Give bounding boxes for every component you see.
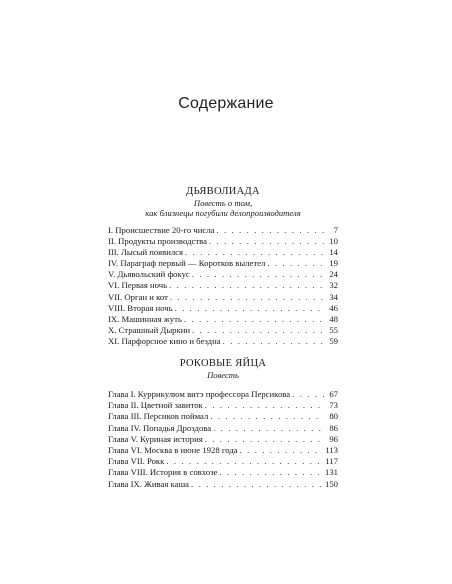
toc-entry-page: 150 [324, 478, 338, 489]
section-title: РОКОВЫЕ ЯЙЦА [179, 358, 267, 369]
toc-entry-label: Глава VIII. История в совхозе [108, 467, 218, 478]
toc-entry-label: II. Продукты производства [108, 236, 207, 247]
leader-dots [219, 467, 323, 478]
toc-entry-page: 19 [329, 258, 338, 269]
toc-entry-label: I. Происшествие 20-го числа [108, 225, 215, 235]
leader-dots [267, 258, 324, 269]
toc-entry-label: IX. Машинная жуть [108, 313, 182, 324]
leader-dots [205, 434, 324, 445]
toc-entry-page: 131 [324, 467, 338, 478]
toc-entry[interactable] [108, 336, 338, 347]
toc-entry-label: Глава III. Персиков поймал [108, 411, 209, 422]
leader-dots [166, 456, 323, 467]
toc-entry[interactable] [108, 389, 338, 400]
leader-dots [184, 314, 324, 325]
toc-entry[interactable] [108, 456, 338, 467]
toc-entry[interactable] [108, 434, 338, 445]
section-subtitle-line1: Повесть [207, 370, 239, 380]
section-subtitle-line1: Повесть о том, [193, 198, 253, 208]
toc-entry[interactable] [108, 325, 338, 336]
toc-entry-page: 96 [329, 433, 338, 444]
toc-entry-page: 32 [329, 280, 338, 291]
toc-entry-page: 113 [325, 444, 338, 455]
leader-dots [210, 411, 324, 422]
toc-entry[interactable] [108, 258, 338, 269]
toc-entry[interactable] [108, 269, 338, 280]
toc-entry-label: IV. Параграф первый — Коротков вылетел [108, 258, 266, 269]
toc-entry-label: Глава IV. Попадья Дроздова [108, 422, 212, 433]
leader-dots [223, 336, 324, 347]
leader-dots [185, 247, 324, 258]
leader-dots [292, 389, 324, 400]
toc-entry-page: 67 [329, 389, 338, 399]
toc-entry[interactable] [108, 280, 338, 291]
leader-dots [213, 423, 324, 434]
toc-entry-page: 14 [329, 247, 338, 258]
leader-dots [205, 400, 324, 411]
toc-entry-label: VIII. Вторая ночь [108, 302, 173, 313]
toc-section-rokovye-yaitsa [108, 358, 338, 490]
toc-entry[interactable] [108, 314, 338, 325]
toc-entry-page: 48 [329, 313, 338, 324]
toc-entry[interactable] [108, 445, 338, 456]
toc-entry-label: X. Страшный Дыркин [108, 324, 191, 335]
toc-entry-label: Глава IX. Живая каша [108, 478, 190, 489]
toc-entry-page: 117 [325, 456, 338, 467]
toc-entry-label: Глава V. Куриная история [108, 433, 203, 444]
toc-entry-label: Глава I. Куррикулюм витэ профессора Персикова [108, 389, 291, 399]
toc-entry-label: VII. Орган и кот [108, 291, 168, 302]
toc-entry-label: XI. Парфорсное кино и бездна [108, 335, 221, 346]
leader-dots [175, 303, 324, 314]
toc-entry[interactable] [108, 467, 338, 478]
leader-dots [209, 236, 324, 247]
leader-dots [192, 269, 324, 280]
toc-entry[interactable] [108, 236, 338, 247]
toc-entry-label: Глава VI. Москва в июне 1928 года [108, 444, 238, 455]
toc-entry-page: 34 [329, 291, 338, 302]
toc-entry[interactable] [108, 292, 338, 303]
page-title: Содержание [178, 95, 274, 112]
leader-dots [216, 225, 324, 236]
leader-dots [240, 445, 324, 456]
leader-dots [169, 280, 324, 291]
toc-entry-page: 46 [329, 302, 338, 313]
toc-entry[interactable] [108, 423, 338, 434]
toc-entry-label: Глава II. Цветной завиток [108, 400, 203, 411]
toc-entry-page: 80 [329, 411, 338, 422]
section-subtitle-line2: как близнецы погубили делопроизводителя [145, 208, 301, 218]
toc-entry-page: 73 [329, 400, 338, 411]
toc-entry[interactable] [108, 411, 338, 422]
leader-dots [191, 479, 323, 490]
toc-entry-label: III. Лысый появился [108, 247, 184, 258]
toc-entry[interactable] [108, 303, 338, 314]
toc-entry-page: 10 [329, 236, 338, 247]
leader-dots [170, 292, 324, 303]
toc-entry-list [108, 389, 338, 490]
toc-entry-label: VI. Первая ночь [108, 280, 168, 291]
toc-section-dyavoliada [108, 186, 338, 347]
toc-entry-page: 24 [329, 269, 338, 280]
toc-entry-page: 59 [329, 335, 338, 346]
toc-entry-list [108, 225, 338, 347]
toc-entry-label: V. Дьявольский фокус [108, 269, 190, 280]
toc-entry[interactable] [108, 400, 338, 411]
leader-dots [192, 325, 324, 336]
toc-entry[interactable] [108, 225, 338, 236]
toc-entry[interactable] [108, 479, 338, 490]
toc-entry-page: 7 [333, 225, 338, 235]
toc-entry-page: 55 [329, 324, 338, 335]
toc-entry-label: Глава VII. Рокк [108, 456, 165, 467]
toc-entry-page: 86 [329, 422, 338, 433]
toc-entry[interactable] [108, 247, 338, 258]
section-title: ДЬЯВОЛИАДА [186, 186, 260, 197]
